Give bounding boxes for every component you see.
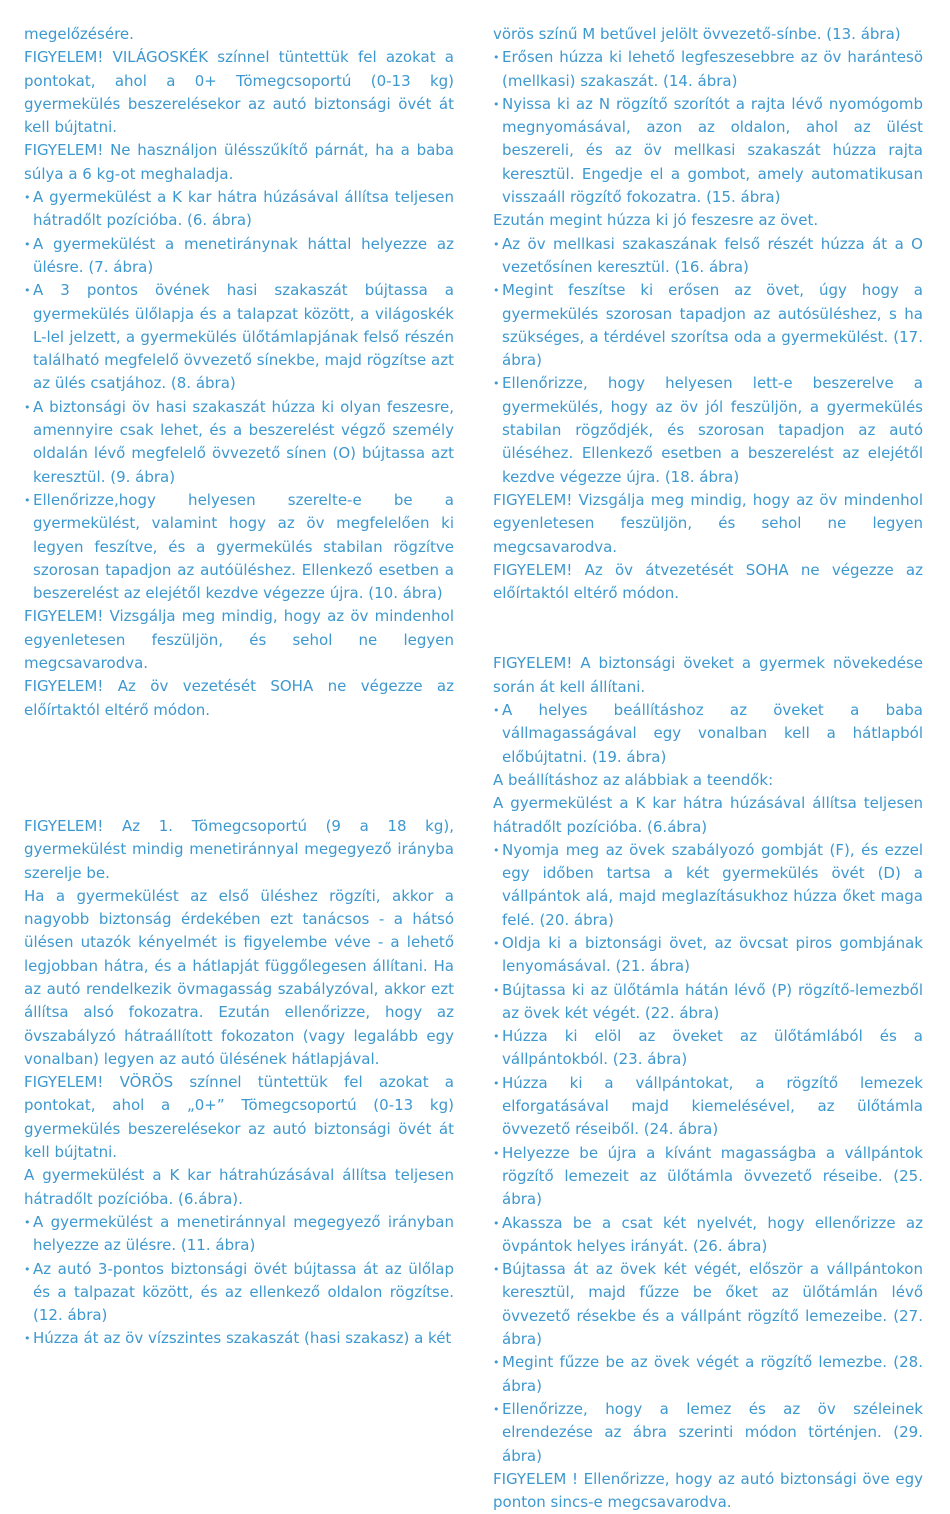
adjust-steps: [493, 839, 923, 1468]
warning-cushion: FIGYELEM! Ne használjon ülésszűkítő párnát, ha a baba súlya a 6 kg-ot meghaladja.: [24, 141, 454, 183]
list-item: • Ellenőrizze, hogy helyesen lett-e beszerelve a gyermekülés, hogy az öv jól feszüljön, a gyermekülés stabilan rögződjék, és szorosan tapadjon az autó üléséhez. Ellenkező esetben a beszerelést az elejétől kezdve végezze újra. (18. ábra): [493, 372, 923, 488]
section-gap: [493, 605, 923, 652]
list-item: • A gyermekülést a menetiránnyal megegyező irányban helyezze az ülésre. (11. ábra): [24, 1211, 454, 1258]
list-item: • Megint feszítse ki erősen az övet, úgy hogy a gyermekülés szorosan tapadjon az autósüléshez, s ha szükséges, a térdével szorítsa oda a gyermekülést. (17. ábra): [493, 279, 923, 372]
list-item: • Bújtassa át az övek két végét, először a vállpántokon keresztül, majd fűzze be őket az ülőtámlán lévő övvezető résekbe és a vállpánt rögzítő lemezeibe. (27. ábra): [493, 1258, 923, 1351]
list-item: • A 3 pontos övének hasi szakaszát bújtassa a gyermekülés ülőlapja és a talapzat között, a világoskék L-lel jelzett, a gyermekülés ülőtámlapjának felső részén található megfelelő övvezető sínekbe, majd rögzítse azt az ülés csatjához. (8. ábra): [24, 279, 454, 395]
install-steps-group1-cont: [493, 46, 923, 209]
list-item: • Oldja ki a biztonsági övet, az övcsat piros gombjának lenyomásával. (21. ábra): [493, 932, 923, 979]
list-item: • A gyermekülést a menetiránynak háttal helyezze az ülésre. (7. ábra): [24, 233, 454, 280]
install-steps-group1-final: [493, 233, 923, 489]
list-item: • Ellenőrizze,hogy helyesen szerelte-e be a gyermekülést, valamint hogy az öv megfelelően ki legyen feszítve, és a gyermekülés stabilan rögzítve szorosan tapadjon az autóüléshez. Ellenkező esetben a beszerelést az elejétől kezdve végezze újra. (10. ábra): [24, 489, 454, 605]
install-steps-group0: [24, 186, 454, 605]
intro-continuation: megelőzésére.: [24, 25, 134, 43]
list-item: • Erősen húzza ki lehető legfeszesebbre az öv harántesö (mellkasi) szakaszát. (14. ábra): [493, 46, 923, 93]
section-gap: [24, 722, 454, 815]
list-item: • Bújtassa ki az ülőtámla hátán lévő (P) rögzítő-lemezből az övek két végét. (22. ábra): [493, 979, 923, 1026]
adjust-intro-list: [493, 699, 923, 769]
warning-belt-tension-2: FIGYELEM! Vizsgálja meg mindig, hogy az öv mindenhol egyenletesen feszüljön, és sehol ne legyen megcsavarodva.: [493, 490, 923, 556]
warning-red: FIGYELEM! VÖRÖS színnel tüntettük fel azokat a pontokat, ahol a „0+” Tömegcsoportú (0-13 kg) gyermekülés beszerelésekor az autó biztonsági övét át kell bújtatni.: [24, 1073, 454, 1162]
list-item: • Megint fűzze be az övek végét a rögzítő lemezbe. (28. ábra): [493, 1351, 923, 1398]
warning-lightblue: FIGYELEM! VILÁGOSKÉK színnel tüntettük fel azokat a pontokat, ahol a 0+ Tömegcsoportú (0-13 kg) gyermekülés beszerelésekor az autó biztonsági övét át kell bújtatni.: [24, 48, 454, 137]
adjust-todo-heading: A beállításhoz az alábbiak a teendők:: [493, 770, 774, 789]
list-item: • Húzza ki elöl az öveket az ülőtámlából és a vállpántokból. (23. ábra): [493, 1025, 923, 1072]
warning-belt-routing: FIGYELEM! Az öv vezetését SOHA ne végezze az előírtaktól eltérő módon.: [24, 677, 454, 719]
list-item: • A biztonsági öv hasi szakaszát húzza ki olyan feszesre, amennyire csak lehet, és a beszerelést végző személy oldalán lévő megfelelő övvezető sínen (O) bújtassa azt keresztül. (9. ábra): [24, 396, 454, 489]
list-continuation: vörös színű M betűvel jelölt övvezető-sínbe. (13. ábra): [493, 25, 901, 43]
warning-belt-tension: FIGYELEM! Vizsgálja meg mindig, hogy az öv mindenhol egyenletesen feszüljön, és sehol ne legyen megcsavarodva.: [24, 607, 454, 673]
final-warning: FIGYELEM ! Ellenőrizze, hogy az autó biztonsági öve egy ponton sincs-e megcsavarodva.: [493, 1469, 923, 1512]
list-item: • Helyezze be újra a kívánt magasságba a vállpántok rögzítő lemezeit az ülőtámla övvezető réseibe. (25. ábra): [493, 1142, 923, 1212]
warning-belt-routing-2: FIGYELEM! Az öv átvezetését SOHA ne végezze az előírtaktól eltérő módon.: [493, 560, 923, 603]
list-item: • Nyissa ki az N rögzítő szorítót a rajta lévő nyomógomb megnyomásával, azon az oldalon, ahol az ülést beszereli, és az öv mellkasi szakaszát húzza rajta keresztül. Engedje el a gombot, amely automatikusan visszaáll rögzítő fokozatra. (15. ábra): [493, 93, 923, 209]
list-item: • Az autó 3-pontos biztonsági övét bújtassa át az ülőlap és a talpazat között, és az ellenkező oldalon rögzítse. (12. ábra): [24, 1258, 454, 1328]
warning-adjust: FIGYELEM! A biztonsági öveket a gyermek növekedése során át kell állítani.: [493, 654, 923, 696]
list-item: • Akassza be a csat két nyelvét, hogy ellenőrizze az övpántok helyes irányát. (26. ábra): [493, 1212, 923, 1259]
adjust-recline: A gyermekülést a K kar hátra húzásával állítsa teljesen hátradőlt pozícióba. (6.ábra): [493, 794, 923, 836]
list-item: • Ellenőrizze, hogy a lemez és az öv széleinek elrendezése az ábra szerinti módon történjen. (29. ábra): [493, 1398, 923, 1468]
left-column: [24, 23, 454, 1351]
right-column: [493, 23, 923, 1514]
list-item: • Húzza át az öv vízszintes szakaszát (hasi szakasz) a két: [24, 1327, 454, 1350]
list-item: • Húzza ki a vállpántokat, a rögzítő lemezek elforgatásával majd kiemelésével, az ülőtámla övvezető réseiből. (24. ábra): [493, 1072, 923, 1142]
list-item: • A gyermekülést a K kar hátra húzásával állítsa teljesen hátradőlt pozícióba. (6. ábra): [24, 186, 454, 233]
warning-group1: FIGYELEM! Az 1. Tömegcsoportú (9 a 18 kg), gyermekülést mindig menetiránnyal megegyező irányba szerelje be.: [24, 816, 454, 882]
list-item: • A helyes beállításhoz az öveket a baba vállmagasságával egy vonalban kell a hátlapból előbújtatni. (19. ábra): [493, 699, 923, 769]
front-seat-advice: Ha a gyermekülést az első üléshez rögzíti, akkor a nagyobb biztonság érdekében ezt tanácsos - a hátsó ülésen utazók kényelmét is figyelembe véve - a lehető legjobban hátra, és a hátlapját függőlegesen állítani. Ha az autó rendelkezik övmagasság szabályzóval, akkor ezt állítsa alsó fokozatra. Ezután ellenőrizze, hogy az övszabályzó hátraállított fokozaton (vagy legalább egy vonalban) legyen az autó ülésének hátlapjával.: [24, 886, 454, 1068]
list-item: • Nyomja meg az övek szabályozó gombját (F), és ezzel egy időben tartsa a két gyermekülés övét (D) a vállpántok alá, majd meglazításukhoz húzza őket maga felé. (20. ábra): [493, 839, 923, 932]
list-item: • Az öv mellkasi szakaszának felső részét húzza át a O vezetősínen keresztül. (16. ábra): [493, 233, 923, 280]
tighten-again: Ezután megint húzza ki jó feszesre az övet.: [493, 211, 819, 230]
install-steps-group1: [24, 1211, 454, 1351]
recline-instruction: A gyermekülést a K kar hátrahúzásával állítsa teljesen hátradőlt pozícióba. (6.ábra).: [24, 1166, 454, 1208]
